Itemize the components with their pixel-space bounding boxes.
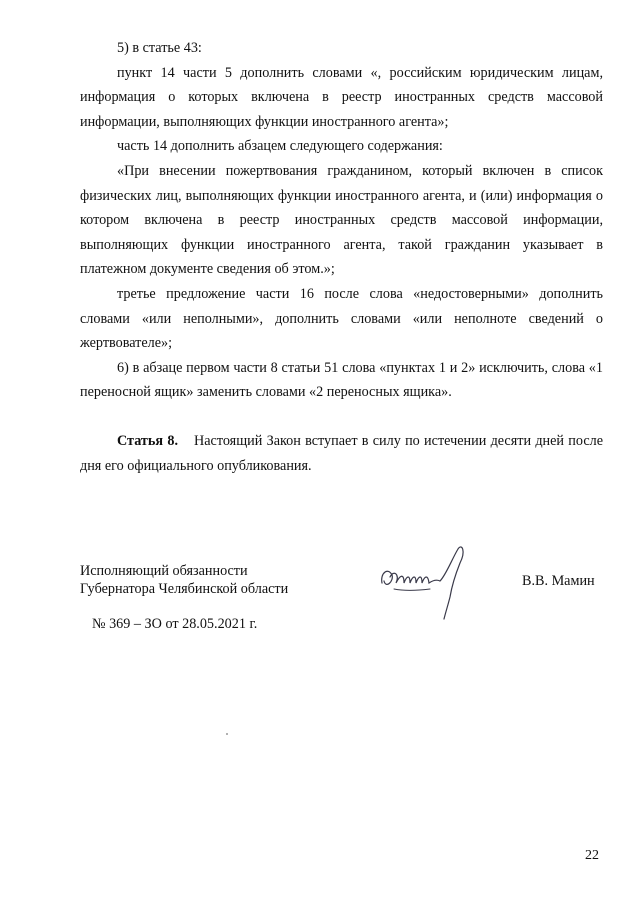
amendment-quote: «При внесении пожертвования гражданином, который включен в список физических лиц, выполняющих функции иностранного агента, и (или) информация о котором включена в реестр иностранных средств массовой информации, выполняющих функции иностранного агента, такой гражданин указывает в платежном документе сведения об этом.»; — [80, 162, 603, 278]
article-8 — [80, 429, 603, 478]
amendment-part-14: часть 14 дополнить абзацем следующего содержания: — [117, 138, 443, 155]
handwritten-signature — [374, 545, 486, 625]
signatory-title — [80, 562, 288, 598]
article-8-label: Статья 8. — [117, 432, 178, 449]
signatory-title-line-2: Губернатора Челябинской области — [80, 581, 289, 597]
article-8-text: Настоящий Закон вступает в силу по истечении десяти дней после дня его официального опубликования. — [80, 432, 604, 474]
signatory-name: В.В. Мамин — [522, 573, 595, 589]
amendment-item-6: 6) в абзаце первом части 8 статьи 51 слова «пунктах 1 и 2» исключить, слова «1 переносной ящик» заменить словами «2 переносных ящика». — [80, 359, 603, 401]
document-body — [80, 36, 603, 478]
signatory-title-line-1: Исполняющий обязанности — [80, 563, 248, 579]
scan-speck — [226, 733, 228, 735]
amendment-item-5: 5) в статье 43: — [117, 40, 202, 56]
page-number: 22 — [585, 848, 599, 863]
amendment-part-16: третье предложение части 16 после слова «недостоверными» дополнить словами «или неполными», дополнить словами «или неполноте сведений о жертвователе»; — [80, 285, 603, 352]
document-number: № 369 – ЗО от 28.05.2021 г. — [92, 616, 258, 632]
amendment-paragraph-14-part-5: пункт 14 части 5 дополнить словами «, российским юридическим лицам, информация о которых включена в реестр иностранных средств массовой информации, выполняющих функции иностранного агента»; — [80, 64, 603, 130]
